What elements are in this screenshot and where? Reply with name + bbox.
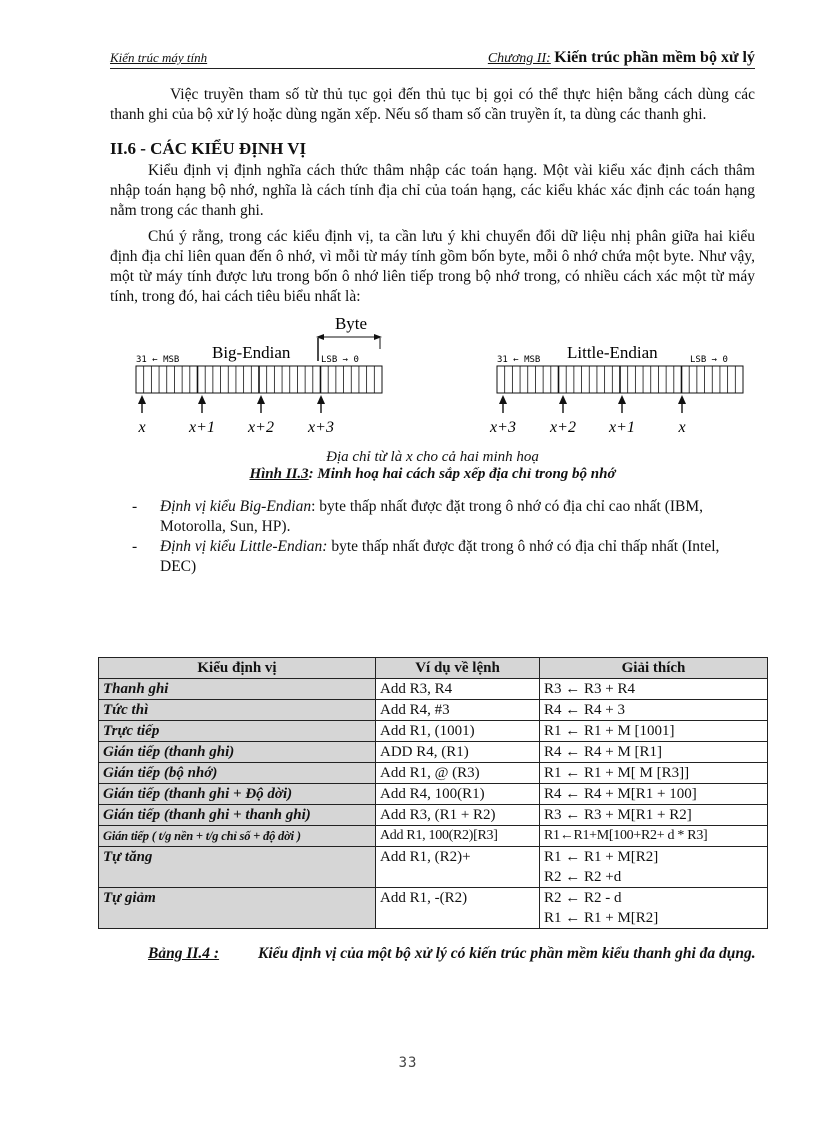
big-endian-address-arrows <box>137 395 334 436</box>
table-row <box>99 784 768 805</box>
big-msb-label: 31 ← MSB <box>136 355 180 365</box>
table-row <box>99 826 768 847</box>
little-lsb-label: LSB → 0 <box>690 355 728 365</box>
section-title: II.6 - CÁC KIỂU ĐỊNH VỊ <box>110 139 307 158</box>
address-arrow-head <box>618 395 626 404</box>
address-label: x+1 <box>609 419 635 436</box>
mode-cell: Gián tiếp (thanh ghi) <box>99 742 376 763</box>
address-arrow-head <box>678 395 686 404</box>
table-caption <box>148 944 758 964</box>
table-header-mode: Kiểu định vị <box>99 658 376 679</box>
mode-cell: Gián tiếp (bộ nhớ) <box>99 763 376 784</box>
example-cell: Add R1, -(R2) <box>376 888 540 929</box>
endian-bullet-list <box>110 497 755 577</box>
explain-cell: R1←R1+M[100+R2+ d * R3] <box>540 826 768 847</box>
paragraph-definition: Kiểu định vị định nghĩa cách thức thâm nhập các toán hạng. Một vài kiểu xác định cách thâm nhập toán hạng bộ nhớ, nghĩa là cách tính địa chỉ của toán hạng, các kiểu khác xác định các toán hạng nằm trong các thanh ghi. <box>110 162 755 219</box>
example-cell: Add R4, 100(R1) <box>376 784 540 805</box>
explain-cell: R1 ← R1 + M [1001] <box>540 721 768 742</box>
explain-cell <box>540 888 768 929</box>
table-row <box>99 805 768 826</box>
address-label: x <box>138 419 146 436</box>
figure-title: : Minh hoạ hai cách sắp xếp địa chỉ trong bộ nhớ <box>308 466 616 482</box>
table-row <box>99 679 768 700</box>
explain-cell <box>540 847 768 888</box>
mode-cell: Trực tiếp <box>99 721 376 742</box>
address-arrow-head <box>257 395 265 404</box>
address-arrow-head <box>317 395 325 404</box>
little-endian-address-arrows <box>489 395 686 436</box>
figure-label: Hình II.3 <box>249 466 309 482</box>
header-book-title: Kiến trúc máy tính <box>110 50 208 65</box>
endian-figure <box>110 311 755 439</box>
figure-caption-note: Địa chỉ từ là x cho cả hai minh hoạ <box>326 449 539 465</box>
mode-cell: Thanh ghi <box>99 679 376 700</box>
explain-cell: R4 ← R4 + 3 <box>540 700 768 721</box>
bullet-term: Định vị kiểu Big-Endian <box>160 498 312 515</box>
table-header-explain: Giải thích <box>540 658 768 679</box>
bullet-text: : byte thấp nhất được đặt trong ô nhớ có địa chỉ cao nhất (IBM, Motorolla, Sun, HP). <box>160 498 704 535</box>
big-endian-title: Big-Endian <box>212 343 291 362</box>
little-msb-label: 31 ← MSB <box>497 355 541 365</box>
little-endian-title: Little-Endian <box>567 343 658 362</box>
address-label: x+2 <box>248 419 274 436</box>
running-header <box>110 48 755 69</box>
addressing-modes-table <box>98 657 768 929</box>
little-endian-bit-cells <box>497 366 743 393</box>
bullet-term: Định vị kiểu Little-Endian: <box>160 538 328 555</box>
example-cell: Add R1, (R2)+ <box>376 847 540 888</box>
example-cell: Add R3, R4 <box>376 679 540 700</box>
mode-cell: Gián tiếp ( t/g nền + t/g chỉ số + độ dời ) <box>99 826 376 847</box>
example-cell: Add R3, (R1 + R2) <box>376 805 540 826</box>
header-chapter-title: Kiến trúc phần mềm bộ xử lý <box>554 49 755 66</box>
address-arrow-head <box>198 395 206 404</box>
paragraph-parameters: Việc truyền tham số từ thủ tục gọi đến thủ tục bị gọi có thể thực hiện bằng cách dùng các thanh ghi của bộ xử lý hoặc dùng ngăn xếp. Nếu số tham số cần truyền ít, ta dùng các thanh ghi. <box>110 86 755 123</box>
address-label: x+3 <box>490 419 516 436</box>
explain-cell: R3 ← R3 + R4 <box>540 679 768 700</box>
explain-line: R1 ← R1 + M[R2] <box>544 910 659 926</box>
byte-arrow-left <box>316 334 324 340</box>
figure-caption <box>110 466 755 483</box>
mode-cell: Tức thì <box>99 700 376 721</box>
table-row <box>99 888 768 929</box>
example-cell: Add R1, 100(R2)[R3] <box>376 826 540 847</box>
address-arrow-head <box>499 395 507 404</box>
example-cell: ADD R4, (R1) <box>376 742 540 763</box>
endian-diagram <box>110 311 755 439</box>
paragraph-note: Chú ý rằng, trong các kiểu định vị, ta cần lưu ý khi chuyển đổi dữ liệu nhị phân giữa hai kiểu định địa chỉ liên quan đến ô nhớ, vì mỗi từ máy tính gồm bốn byte, mỗi ô nhớ chứa một byte. Như vậy, một từ máy tính được lưu trong bốn ô nhớ liên tiếp trong bộ nhớ trong, có nhiều cách xác một từ máy tính, trong đó, hai cách tiêu biểu nhất là: <box>110 228 755 305</box>
bullet-text: byte thấp nhất được đặt trong ô nhớ có địa chỉ thấp nhất (Intel, DEC) <box>160 538 720 575</box>
explain-line: R2 ← R2 +d <box>544 869 622 885</box>
explain-line: R1 ← R1 + M[R2] <box>544 849 659 865</box>
mode-cell: Tự giảm <box>99 888 376 929</box>
explain-line: R2 ← R2 - d <box>544 890 622 906</box>
table-header-example: Ví dụ về lệnh <box>376 658 540 679</box>
table-header-row <box>99 658 768 679</box>
table-row <box>99 763 768 784</box>
big-endian-bit-cells <box>136 366 382 393</box>
address-label: x+3 <box>308 419 334 436</box>
table-row <box>99 721 768 742</box>
example-cell: Add R1, @ (R3) <box>376 763 540 784</box>
example-cell: Add R4, #3 <box>376 700 540 721</box>
explain-cell: R3 ← R3 + M[R1 + R2] <box>540 805 768 826</box>
table-caption-text: Kiểu định vị của một bộ xử lý có kiến trúc phần mềm kiểu thanh ghi đa dụng. <box>258 945 756 962</box>
mode-cell: Tự tăng <box>99 847 376 888</box>
table-row <box>99 700 768 721</box>
header-chapter <box>488 49 755 67</box>
byte-label: Byte <box>334 314 368 333</box>
table-row <box>99 742 768 763</box>
list-item: - Định vị kiểu Big-Endian: byte thấp nhất được đặt trong ô nhớ có địa chỉ cao nhất (IBM, Motorolla, Sun, HP). <box>132 498 704 535</box>
explain-cell: R4 ← R4 + M [R1] <box>540 742 768 763</box>
page-number: 33 <box>398 1055 418 1071</box>
address-label: x+1 <box>189 419 215 436</box>
address-arrow-head <box>138 395 146 404</box>
header-chapter-number: Chương II: <box>487 51 551 66</box>
page-body <box>110 48 755 577</box>
mode-cell: Gián tiếp (thanh ghi + thanh ghi) <box>99 805 376 826</box>
list-item: - Định vị kiểu Little-Endian: byte thấp nhất được đặt trong ô nhớ có địa chỉ thấp nhất (Intel, DEC) <box>132 538 720 575</box>
address-arrow-head <box>559 395 567 404</box>
explain-cell: R1 ← R1 + M[ M [R3]] <box>540 763 768 784</box>
table-caption-label: Bảng II.4 : <box>148 945 220 962</box>
byte-arrow-right <box>374 334 382 340</box>
mode-cell: Gián tiếp (thanh ghi + Độ dời) <box>99 784 376 805</box>
address-label: x+2 <box>550 419 576 436</box>
table-row <box>99 847 768 888</box>
address-label: x <box>678 419 686 436</box>
explain-cell: R4 ← R4 + M[R1 + 100] <box>540 784 768 805</box>
big-lsb-label: LSB → 0 <box>321 355 359 365</box>
example-cell: Add R1, (1001) <box>376 721 540 742</box>
